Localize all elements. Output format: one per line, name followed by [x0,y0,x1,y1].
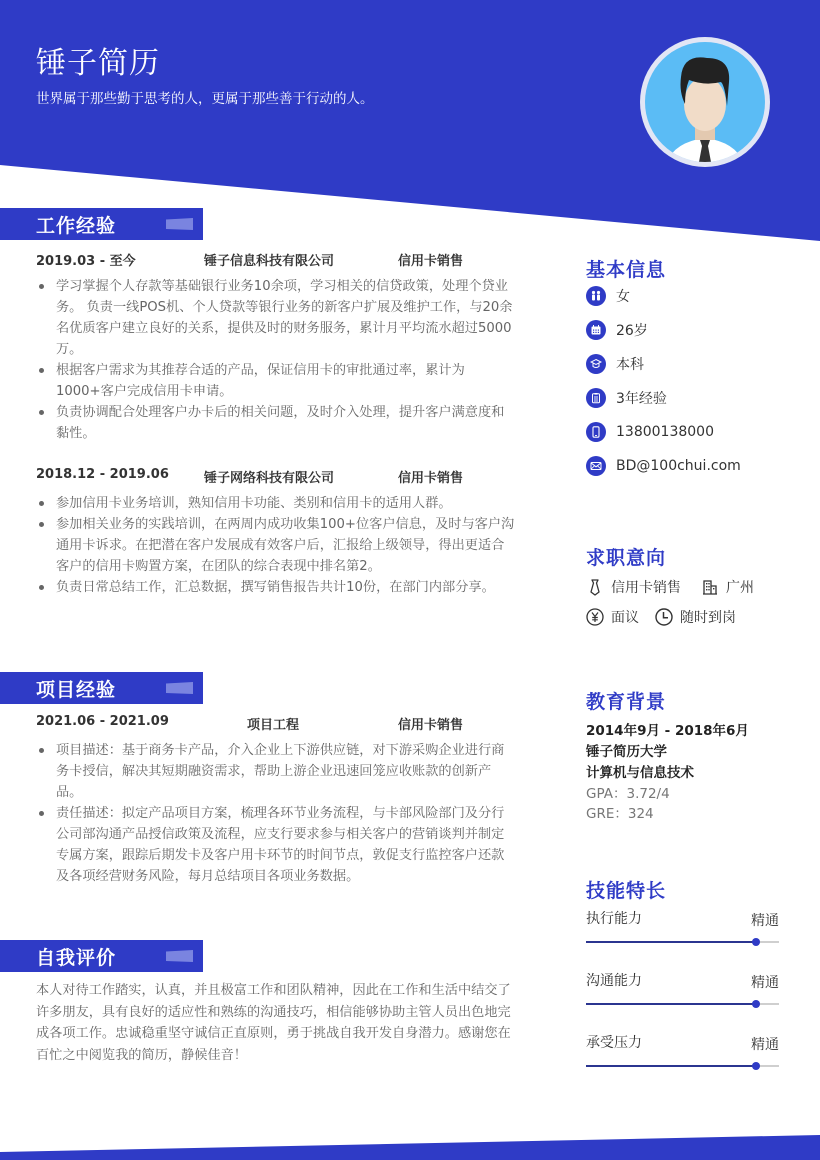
building-icon [701,578,719,596]
section-title-job-intent: 求职意向 [586,547,667,569]
info-gender [586,285,630,307]
skill-bar [586,1065,779,1067]
graduation-cap-icon [586,354,606,374]
project-bullets [36,740,516,887]
list-item: 根据客户需求为其推荐合适的产品，保证信用卡的审批通过率，累计为1000+客户完成信用卡申请。 [36,360,516,402]
job-company: 锤子信息科技有限公司 [204,254,335,269]
job-period: 2018.12 - 2019.06 [36,467,169,482]
user-avatar-icon [645,42,765,162]
list-item: 参加相关业务的实践培训，在两周内成功收集100+位客户信息，及时与客户沟通用卡诉求。在把潜在客户发展成有效客户后，汇报给上级领导，得出更适合客户的信用卡购置方案，在团队的综合表现中排名第2。 [36,514,516,577]
section-title: 自我评价 [36,947,117,969]
intent-salary: 面议 [611,610,639,626]
job-bullets [36,276,516,444]
info-age [586,319,648,341]
skill-bar-fill [586,941,756,943]
skill-level: 精通 [751,1037,779,1053]
intent-row-1 [586,576,770,598]
info-value: 3年经验 [616,391,667,407]
job-period: 2019.03 - 至今 [36,254,136,269]
job-role: 信用卡销售 [398,471,464,486]
section-header-self-eval [0,940,203,972]
skill-name: 执行能力 [586,911,642,927]
intent-row-2 [586,606,752,628]
clipboard-icon [586,388,606,408]
project-role: 信用卡销售 [398,718,464,733]
decorative-tab [166,218,193,230]
section-title-education: 教育背景 [586,691,667,713]
list-item: 负责日常总结工作，汇总数据，撰写销售报告共计10份，在部门内部分享。 [36,577,516,598]
motto: 世界属于那些勤于思考的人，更属于那些善于行动的人。 [36,91,374,107]
skill-bar-knob [752,938,760,946]
education-gre: GRE：324 [586,806,654,822]
info-value: 本科 [616,357,644,373]
skill-name: 承受压力 [586,1035,642,1051]
info-value: 女 [616,289,630,305]
self-evaluation-text: 本人对待工作踏实，认真，并且极富工作和团队精神，因此在工作和生活中结交了许多朋友，具有良好的适应性和熟练的沟通技巧，相信能够协助主管人员出色地完成各项工作。忠诚稳重坚守诚信正直原则，勇于挑战自我开发自身潜力。感谢您在百忙之中阅览我的简历，静候佳音！ [36,983,511,1063]
job-company: 锤子网络科技有限公司 [204,471,335,486]
resume-title: 锤子简历 [36,46,160,81]
section-title: 项目经验 [36,679,117,701]
phone-icon [586,422,606,442]
decorative-tab [166,950,193,962]
footer-band [0,1130,820,1160]
education-period: 2014年9月 - 2018年6月 [586,723,749,739]
project-name: 项目工程 [247,718,300,733]
yen-icon [586,608,604,626]
info-value: BD@100chui.com [616,458,741,474]
project-period: 2021.06 - 2021.09 [36,714,169,729]
list-item: 责任描述：拟定产品项目方案，梳理各环节业务流程，与卡部风险部门及分行公司部沟通产品授信政策及流程，应支行要求参与相关客户的营销谈判并制定专属方案，跟踪后期发卡及客户用卡环节的时间节点，敦促支行监控客户还款及各项经营财务风险，每月总结项目各项业务数据。 [36,803,516,887]
info-value: 13800138000 [616,424,714,440]
skill-bar [586,1003,779,1005]
skill-bar-fill [586,1003,756,1005]
intent-availability: 随时到岗 [680,610,736,626]
skill-name: 沟通能力 [586,973,642,989]
gender-icon [586,286,606,306]
education-major: 计算机与信息技术 [586,765,694,781]
list-item: 学习掌握个人存款等基础银行业务10余项，学习相关的信贷政策，处理个贷业务。 负责一线POS机、个人贷款等银行业务的新客户扩展及维护工作，与20余名优质客户建立良好的关系，提供及时的财务服务，累计月平均流水超过5000万。 [36,276,516,360]
job-bullets [36,493,516,598]
avatar [640,37,770,167]
decorative-tab [166,682,193,694]
skill-bar [586,941,779,943]
info-degree [586,353,644,375]
skill-level: 精通 [751,913,779,929]
education-school: 锤子简历大学 [586,744,667,760]
skill-bar-fill [586,1065,756,1067]
intent-city: 广州 [726,580,754,596]
section-title-basic-info: 基本信息 [586,259,667,281]
tie-icon [586,578,604,596]
intent-position: 信用卡销售 [611,580,681,596]
info-value: 26岁 [616,323,648,339]
mail-icon [586,456,606,476]
list-item: 项目描述：基于商务卡产品，介入企业上下游供应链，对下游采购企业进行商务卡授信，解决其短期融资需求，帮助上游企业迅速回笼应收账款的创新产品。 [36,740,516,803]
section-title: 工作经验 [36,215,117,237]
skill-bar-knob [752,1062,760,1070]
section-title-skills: 技能特长 [586,880,667,902]
section-header-project [0,672,203,704]
info-phone [586,421,714,443]
job-role: 信用卡销售 [398,254,464,269]
section-header-work [0,208,203,240]
calendar-icon [586,320,606,340]
info-email [586,455,741,477]
clock-icon [655,608,673,626]
skill-level: 精通 [751,975,779,991]
list-item: 负责协调配合处理客户办卡后的相关问题，及时介入处理，提升客户满意度和黏性。 [36,402,516,444]
skill-bar-knob [752,1000,760,1008]
education-gpa: GPA：3.72/4 [586,786,670,802]
list-item: 参加信用卡业务培训，熟知信用卡功能、类别和信用卡的适用人群。 [36,493,516,514]
info-experience [586,387,667,409]
